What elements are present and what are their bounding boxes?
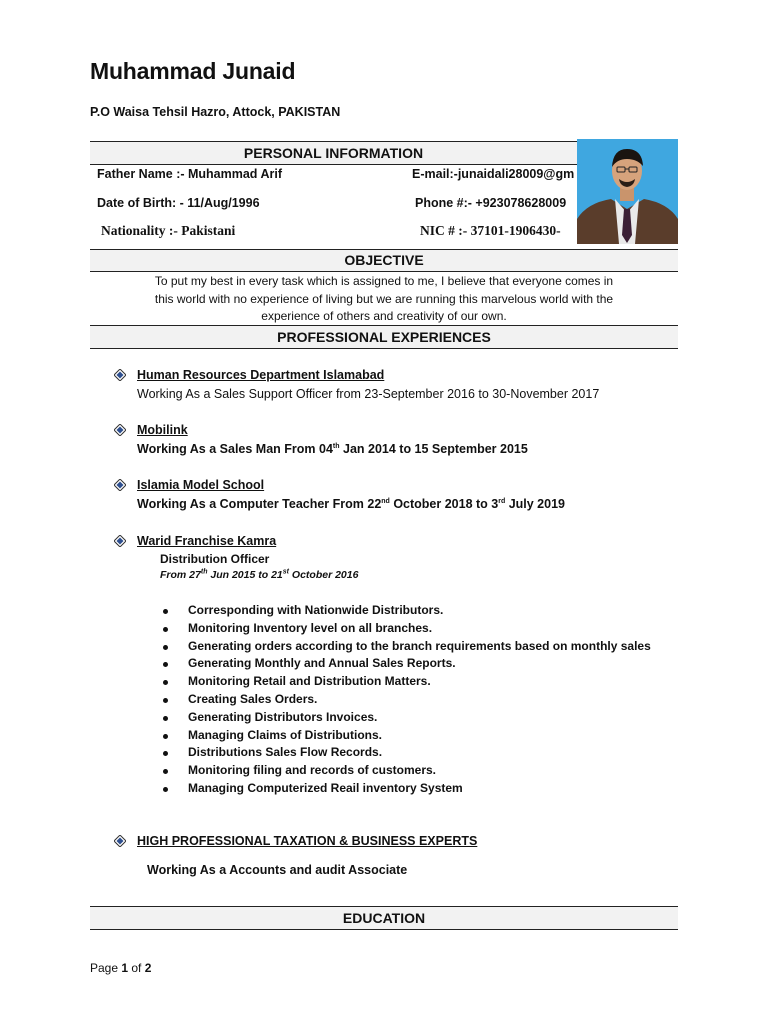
ordinal-suffix: nd — [381, 497, 390, 505]
ordinal-suffix: st — [282, 568, 289, 576]
experience-title: Islamia Model School — [137, 478, 265, 492]
experience-title: HIGH PROFESSIONAL TAXATION & BUSINESS EXPERTS — [137, 834, 478, 848]
experience-title: Mobilink — [137, 423, 188, 437]
description-part: Jan 2014 to 15 September 2015 — [339, 442, 528, 456]
experience-title: Human Resources Department Islamabad — [137, 368, 385, 382]
personal-information-heading: PERSONAL INFORMATION — [90, 141, 577, 165]
dates-part: October 2016 — [289, 569, 359, 581]
description-part: Working As a Sales Man From 04 — [137, 442, 333, 456]
diamond-bullet-icon — [114, 479, 126, 491]
list-item: Managing Computerized Reail inventory System — [160, 780, 651, 798]
list-item: Managing Claims of Distributions. — [160, 727, 651, 745]
dates-part: Jun 2015 to 21 — [207, 569, 283, 581]
date-of-birth: Date of Birth: - 11/Aug/1996 — [97, 196, 260, 210]
list-item: Generating orders according to the branch requirements based on monthly sales — [160, 638, 651, 656]
experience-description — [137, 497, 565, 511]
duties-list — [160, 602, 651, 798]
description-part: Working As a Computer Teacher From 22 — [137, 497, 382, 511]
phone: Phone #:- +923078628009 — [415, 196, 567, 210]
experience-description — [137, 442, 528, 456]
total-pages: 2 — [144, 961, 152, 975]
experience-description: Working As a Accounts and audit Associate — [147, 863, 408, 877]
diamond-bullet-icon — [114, 424, 126, 436]
education-heading: EDUCATION — [90, 906, 678, 930]
page-label: Page — [90, 961, 122, 975]
candidate-address: P.O Waisa Tehsil Hazro, Attock, PAKISTAN — [90, 105, 341, 119]
list-item: Monitoring Inventory level on all branches. — [160, 620, 651, 638]
diamond-bullet-icon — [114, 369, 126, 381]
description-part: July 2019 — [505, 497, 565, 511]
person-portrait-icon — [577, 139, 678, 244]
ordinal-suffix: th — [332, 442, 340, 450]
experience-description: Working As a Sales Support Officer from 23-September 2016 to 30-November 2017 — [137, 387, 600, 401]
profile-photo — [577, 139, 678, 244]
email: E-mail:-junaidali28009@gm — [412, 167, 575, 181]
current-page: 1 — [121, 961, 129, 975]
father-name: Father Name :- Muhammad Arif — [97, 167, 282, 181]
page-label: of — [128, 961, 145, 975]
ordinal-suffix: rd — [498, 497, 506, 505]
description-part: October 2018 to 3 — [389, 497, 499, 511]
diamond-bullet-icon — [114, 835, 126, 847]
dates-part: From 27 — [160, 569, 201, 581]
list-item: Corresponding with Nationwide Distributors. — [160, 602, 651, 620]
experience-dates — [160, 569, 358, 581]
ordinal-suffix: th — [200, 568, 208, 576]
diamond-bullet-icon — [114, 535, 126, 547]
experience-title: Warid Franchise Kamra — [137, 534, 277, 548]
list-item: Creating Sales Orders. — [160, 691, 651, 709]
list-item: Distributions Sales Flow Records. — [160, 744, 651, 762]
list-item: Generating Monthly and Annual Sales Reports. — [160, 655, 651, 673]
objective-heading: OBJECTIVE — [90, 249, 678, 272]
list-item: Generating Distributors Invoices. — [160, 709, 651, 727]
professional-experiences-heading: PROFESSIONAL EXPERIENCES — [90, 325, 678, 349]
list-item: Monitoring filing and records of customers. — [160, 762, 651, 780]
nic-number: NIC # :- 37101-1906430- — [420, 223, 561, 238]
list-item: Monitoring Retail and Distribution Matters. — [160, 673, 651, 691]
page-number — [90, 961, 151, 975]
candidate-name: Muhammad Junaid — [90, 58, 296, 84]
objective-text: To put my best in every task which is assigned to me, I believe that everyone comes in this world with no experience of living but we are running this marvelous world with the experience of others and creativity of our own. — [154, 274, 614, 323]
experience-role: Distribution Officer — [160, 552, 270, 566]
nationality: Nationality :- Pakistani — [101, 223, 236, 238]
